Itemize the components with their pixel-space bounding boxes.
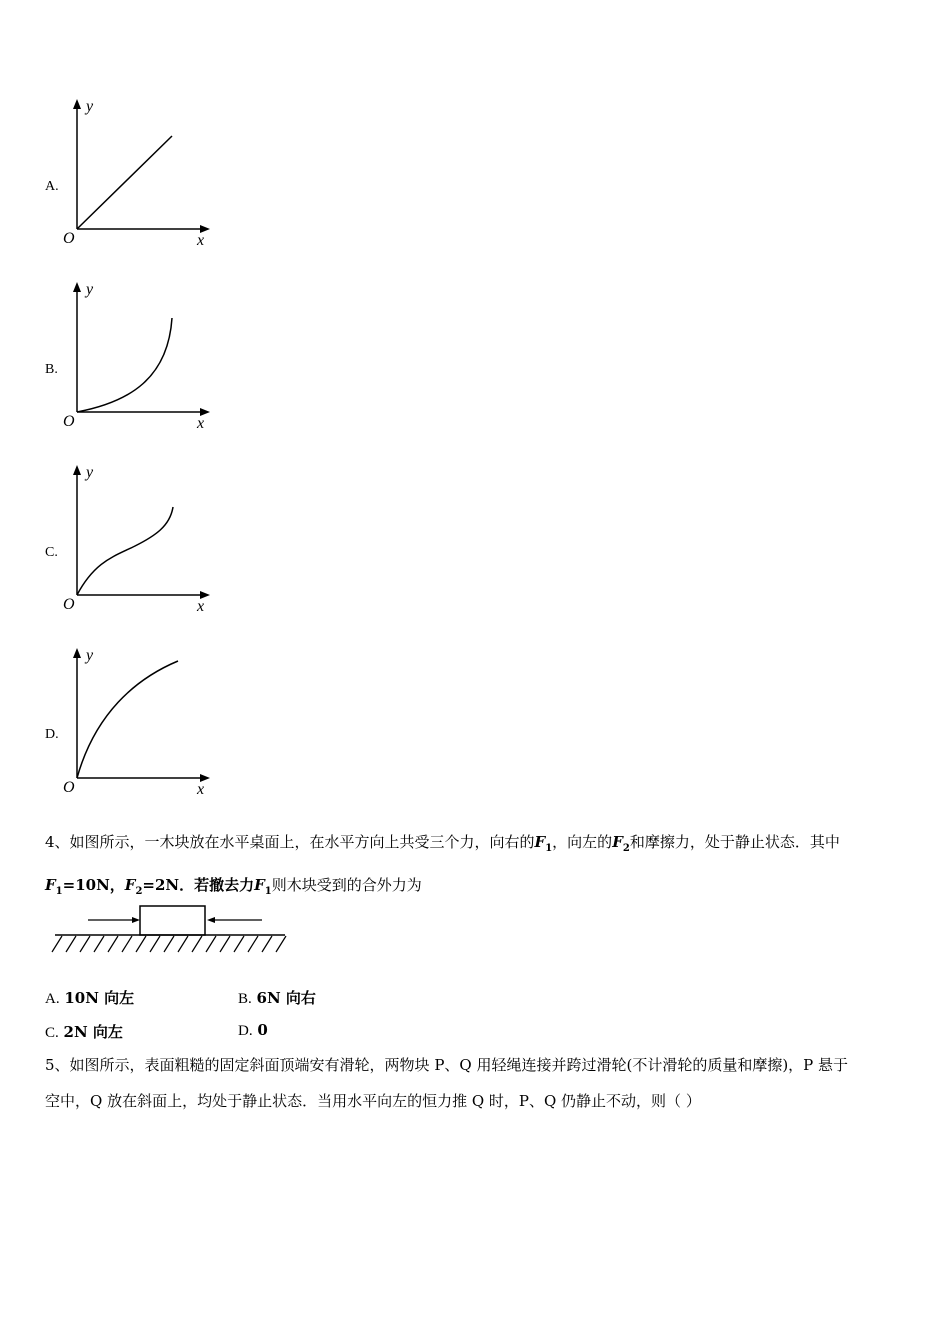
question-4-line-1: 4、如图所示，一木块放在水平桌面上，在水平方向上共受三个力，向右的$F_1$，向左的$F_2$和摩擦力，处于静止状态．其中 (45, 833, 840, 854)
question-5-text (45, 1047, 910, 1119)
question-5-line-1: 5、如图所示，表面粗糙的固定斜面顶端安有滑轮，两物块 P、Q 用轻绳连接并跨过滑轮(不计滑轮的质量和摩擦)，P 悬于 (45, 1056, 849, 1074)
y-axis-label: y (86, 98, 94, 115)
q4-choice-b[interactable]: B. 6N 向右 (238, 989, 316, 1007)
svg-text:O: O (63, 413, 75, 430)
question-4-line-2: $F_1=10N$，$F_2=2N$．若撤去力$F_1$则木块受到的合外力为 (45, 876, 422, 897)
graph-option-c (55, 461, 225, 615)
option-c-label: C. (45, 545, 58, 560)
question-4-text (45, 824, 910, 910)
x-axis-label: x (197, 232, 205, 249)
option-a-label: A. (45, 179, 59, 194)
graph-option-d (55, 644, 225, 798)
wood-block (140, 906, 205, 935)
svg-text:x: x (197, 598, 205, 615)
svg-text:x: x (197, 415, 205, 432)
svg-text:x: x (197, 781, 205, 798)
svg-text:y: y (86, 647, 94, 664)
origin-label: O (63, 230, 75, 247)
graph-option-b (55, 278, 225, 432)
svg-text:O: O (63, 596, 75, 613)
q4-choice-d[interactable]: D. 0 (238, 1021, 268, 1039)
block-forces-diagram (50, 900, 290, 960)
q4-choice-a[interactable]: A. 10N 向左 (45, 989, 135, 1007)
option-d-label: D. (45, 727, 59, 742)
question-5-line-2: 空中，Q 放在斜面上，均处于静止状态．当用水平向左的恒力推 Q 时，P、Q 仍静止不动，则（ ） (45, 1092, 701, 1110)
svg-text:y: y (86, 464, 94, 481)
option-b-label: B. (45, 362, 58, 377)
q4-choice-c[interactable]: C. 2N 向左 (45, 1023, 123, 1041)
svg-text:O: O (63, 779, 75, 796)
svg-text:y: y (86, 281, 94, 298)
graph-option-a (55, 95, 225, 249)
